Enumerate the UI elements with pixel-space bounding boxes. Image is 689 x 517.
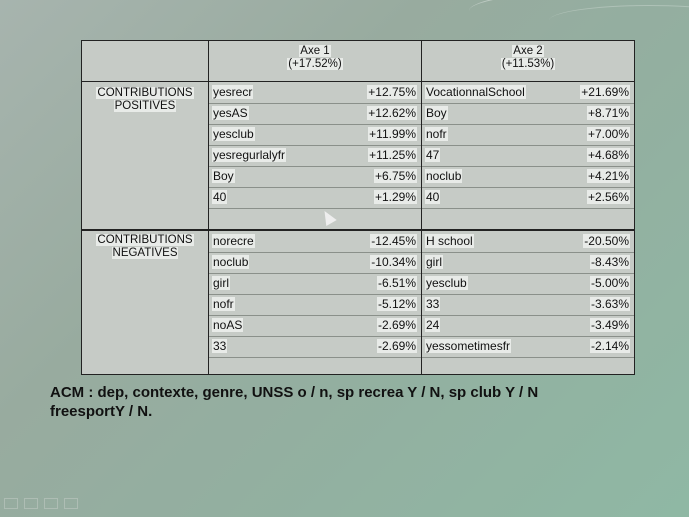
table-row bbox=[422, 294, 634, 315]
row-separator bbox=[422, 208, 634, 209]
axe1-title: Axe 1 bbox=[300, 45, 330, 57]
prev-slide-icon[interactable] bbox=[4, 498, 18, 509]
table-row bbox=[209, 294, 421, 315]
axe2-header bbox=[422, 45, 634, 71]
modality-label: VocationnalSchool bbox=[426, 85, 525, 99]
modality-label: noclub bbox=[426, 169, 462, 183]
positives-section-label bbox=[82, 87, 208, 113]
contribution-value: +8.71% bbox=[587, 106, 629, 120]
modality-label: 33 bbox=[213, 339, 227, 353]
contribution-value: -2.14% bbox=[590, 339, 629, 353]
table-row bbox=[209, 252, 421, 273]
modality-label: 47 bbox=[426, 148, 440, 162]
table-row bbox=[209, 145, 421, 166]
modality-label: 33 bbox=[426, 297, 440, 311]
table-row bbox=[422, 82, 634, 103]
modality-label: yesclub bbox=[426, 276, 467, 290]
modality-label: nofr bbox=[213, 297, 234, 311]
table-row bbox=[422, 252, 634, 273]
contribution-value: -6.51% bbox=[377, 276, 416, 290]
contribution-value: -3.63% bbox=[590, 297, 629, 311]
contribution-value: -20.50% bbox=[584, 234, 629, 248]
table-row bbox=[209, 124, 421, 145]
caption-line: ACM : dep, contexte, genre, UNSS o / n, sp recrea Y / N, sp club Y / N bbox=[50, 384, 539, 401]
modality-label: girl bbox=[213, 276, 230, 290]
row-separator bbox=[209, 357, 421, 358]
table-row bbox=[209, 103, 421, 124]
section-label-line: CONTRIBUTIONS bbox=[97, 234, 193, 246]
contribution-value: -8.43% bbox=[590, 255, 629, 269]
table-row bbox=[209, 273, 421, 294]
contribution-value: -5.12% bbox=[377, 297, 416, 311]
modality-label: yesrecr bbox=[213, 85, 253, 99]
modality-label: norecre bbox=[213, 234, 254, 248]
section-label-line: CONTRIBUTIONS bbox=[97, 87, 193, 99]
contribution-value: +21.69% bbox=[581, 85, 629, 99]
table-row bbox=[422, 231, 634, 252]
table-row bbox=[422, 145, 634, 166]
table-row bbox=[422, 166, 634, 187]
contribution-value: -10.34% bbox=[371, 255, 416, 269]
contribution-value: -12.45% bbox=[371, 234, 416, 248]
modality-label: yesclub bbox=[213, 127, 254, 141]
section-label-line: NEGATIVES bbox=[112, 247, 178, 259]
contribution-value: -2.69% bbox=[377, 318, 416, 332]
table-row bbox=[422, 315, 634, 336]
modality-label: yessometimesfr bbox=[426, 339, 511, 353]
row-separator bbox=[209, 208, 421, 209]
axe2-percent: (+11.53%) bbox=[501, 58, 555, 70]
axe1-header bbox=[209, 45, 421, 71]
modality-label: yesregurlalyfr bbox=[213, 148, 286, 162]
contributions-table bbox=[81, 40, 635, 375]
table-row bbox=[209, 82, 421, 103]
contribution-value: +11.99% bbox=[369, 127, 416, 141]
axe1-percent: (+17.52%) bbox=[288, 58, 342, 70]
table-row bbox=[422, 273, 634, 294]
pen-icon[interactable] bbox=[24, 498, 38, 509]
contribution-value: +7.00% bbox=[587, 127, 629, 141]
section-label-line: POSITIVES bbox=[114, 100, 176, 112]
contribution-value: +12.75% bbox=[368, 85, 416, 99]
modality-label: Boy bbox=[213, 169, 234, 183]
table-row bbox=[422, 103, 634, 124]
contribution-value: +6.75% bbox=[374, 169, 416, 183]
contribution-value: +2.56% bbox=[587, 190, 629, 204]
contribution-value: +1.29% bbox=[374, 190, 416, 204]
modality-label: yesAS bbox=[213, 106, 248, 120]
contribution-value: +4.68% bbox=[587, 148, 629, 162]
next-slide-icon[interactable] bbox=[64, 498, 78, 509]
table-row bbox=[422, 336, 634, 357]
table-row bbox=[209, 166, 421, 187]
contribution-value: +12.62% bbox=[368, 106, 416, 120]
contribution-value: -5.00% bbox=[590, 276, 629, 290]
axe2-title: Axe 2 bbox=[513, 45, 543, 57]
modality-label: noAS bbox=[213, 318, 243, 332]
table-row bbox=[209, 336, 421, 357]
modality-label: girl bbox=[426, 255, 443, 269]
menu-icon[interactable] bbox=[44, 498, 58, 509]
negatives-section-label bbox=[82, 234, 208, 260]
modality-label: 40 bbox=[426, 190, 440, 204]
table-row bbox=[209, 231, 421, 252]
contribution-value: -3.49% bbox=[590, 318, 629, 332]
contribution-value: -2.69% bbox=[377, 339, 416, 353]
slide-caption bbox=[50, 383, 650, 421]
slide-toolbar[interactable] bbox=[4, 498, 78, 509]
modality-label: H school bbox=[426, 234, 473, 248]
table-row bbox=[422, 187, 634, 208]
modality-label: noclub bbox=[213, 255, 249, 269]
table-row bbox=[209, 187, 421, 208]
table-row bbox=[422, 124, 634, 145]
modality-label: 40 bbox=[213, 190, 227, 204]
contribution-value: +4.21% bbox=[587, 169, 629, 183]
modality-label: Boy bbox=[426, 106, 447, 120]
caption-line: freesportY / N. bbox=[50, 403, 153, 420]
contribution-value: +11.25% bbox=[369, 148, 416, 162]
row-separator bbox=[422, 357, 634, 358]
modality-label: 24 bbox=[426, 318, 440, 332]
table-row bbox=[209, 315, 421, 336]
modality-label: nofr bbox=[426, 127, 447, 141]
